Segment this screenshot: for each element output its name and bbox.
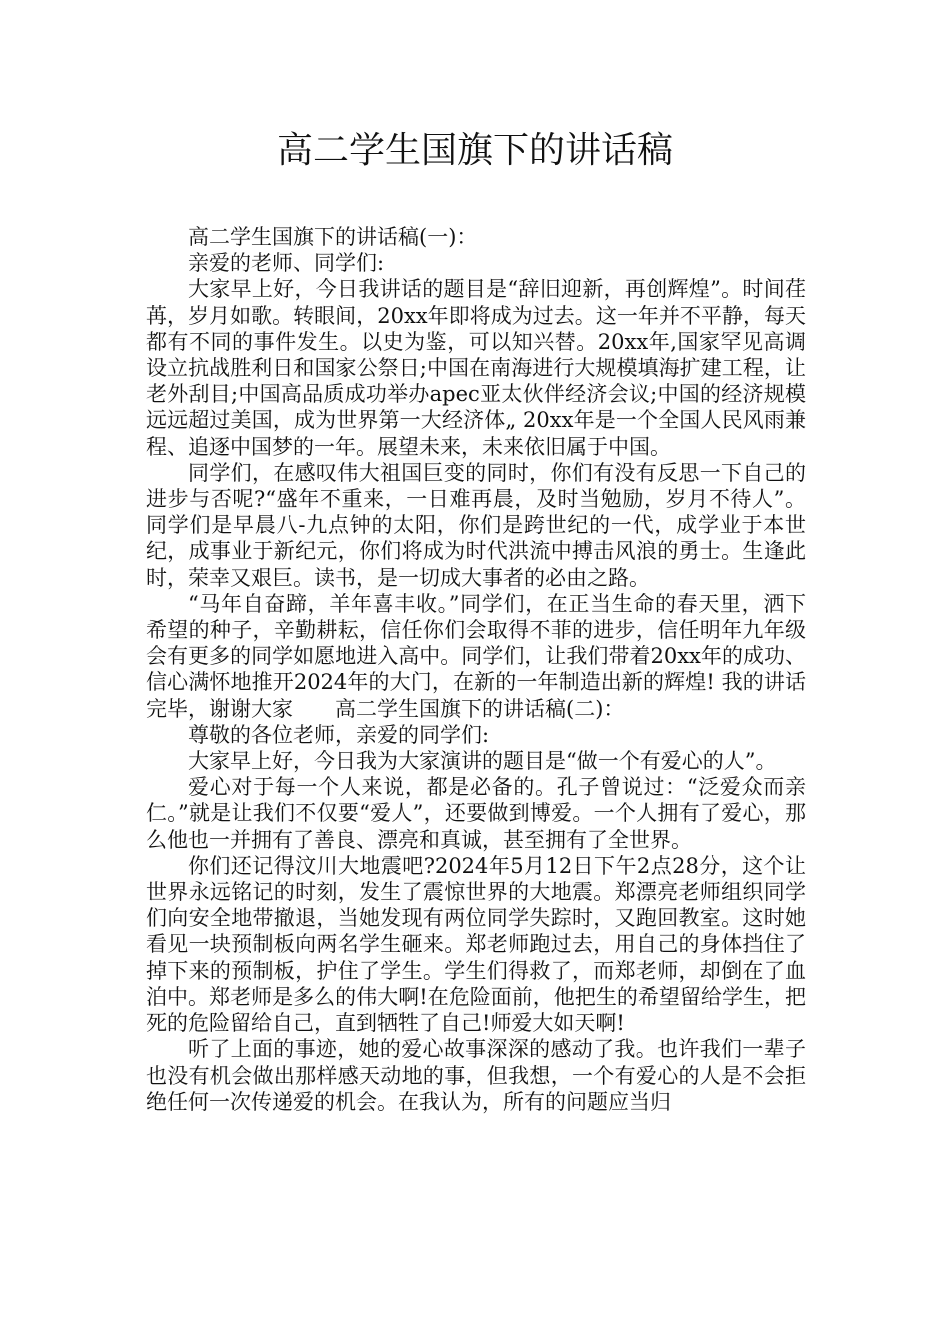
- paragraph: 你们还记得汶川大地震吧?2024年5月12日下午2点28分，这个让世界永远铭记的时刻，发生了震惊世界的大地震。郑漂亮老师组织同学们向安全地带撤退，当她发现有两位同学失踪时，又跑回教室。这时她看见一块预制板向两名学生砸来。郑老师跑过去，用自己的身体挡住了掉下来的预制板，护住了学生。学生们得救了，而郑老师，却倒在了血泊中。郑老师是多么的伟大啊!在危险面前，他把生的希望留给学生，把死的危险留给自己，直到牺牲了自己!师爱大如天啊!: [146, 853, 806, 1036]
- document-title: 高二学生国旗下的讲话稿: [276, 130, 673, 171]
- document-body: [146, 224, 806, 1115]
- paragraph: 大家早上好，今日我讲话的题目是“辞旧迎新，再创辉煌”。时间荏苒，岁月如歌。转眼间，20xx年即将成为过去。这一年并不平静，每天都有不同的事件发生。以史为鉴，可以知兴替。20xx年,国家罕见高调设立抗战胜利日和国家公祭日;中国在南海进行大规模填海扩建工程，让老外刮目;中国高品质成功举办apec亚太伙伴经济会议;中国的经济规模远远超过美国，成为世界第一大经济体„ 20xx年是一个全国人民风雨兼程、追逐中国梦的一年。展望未来，未来依旧属于中国。: [146, 277, 806, 459]
- paragraph: 尊敬的各位老师，亲爱的同学们:: [188, 722, 490, 747]
- paragraph: 同学们，在感叹伟大祖国巨变的同时，你们有没有反思一下自己的进步与否呢?“盛年不重来，一日难再晨，及时当勉励，岁月不待人”。同学们是早晨八-九点钟的太阳，你们是跨世纪的一代，成学业于本世纪，成事业于新纪元，你们将成为时代洪流中搏击风浪的勇士。生逢此时，荣幸又艰巨。读书，是一切成大事者的必由之路。: [146, 460, 806, 590]
- paragraph: 大家早上好，今日我为大家演讲的题目是“做一个有爱心的人”。: [188, 749, 777, 774]
- paragraph: 高二学生国旗下的讲话稿(一)：: [188, 225, 478, 249]
- paragraph: “马年自奋蹄，羊年喜丰收。”同学们，在正当生命的春天里，洒下希望的种子，辛勤耕耘，信任你们会取得不菲的进步，信任明年九年级会有更多的同学如愿地进入高中。同学们，让我们带着20xx年的成功、信心满怀地推开2024年的大门，在新的一年制造出新的辉煌! 我的讲话完毕，谢谢大家 高二学生国旗下的讲话稿(二)：: [146, 591, 806, 721]
- paragraph: 亲爱的老师、同学们:: [188, 251, 385, 276]
- paragraph: 听了上面的事迹，她的爱心故事深深的感动了我。也许我们一辈子也没有机会做出那样感天动地的事，但我想，一个有爱心的人是不会拒绝任何一次传递爱的机会。在我认为，所有的问题应当归: [146, 1037, 806, 1114]
- paragraph: 爱心对于每一个人来说，都是必备的。孔子曾说过：“泛爱众而亲仁。”就是让我们不仅要“爱人”，还要做到博爱。一个人拥有了爱心，那么他也一并拥有了善良、漂亮和真诚，甚至拥有了全世界。: [146, 775, 806, 852]
